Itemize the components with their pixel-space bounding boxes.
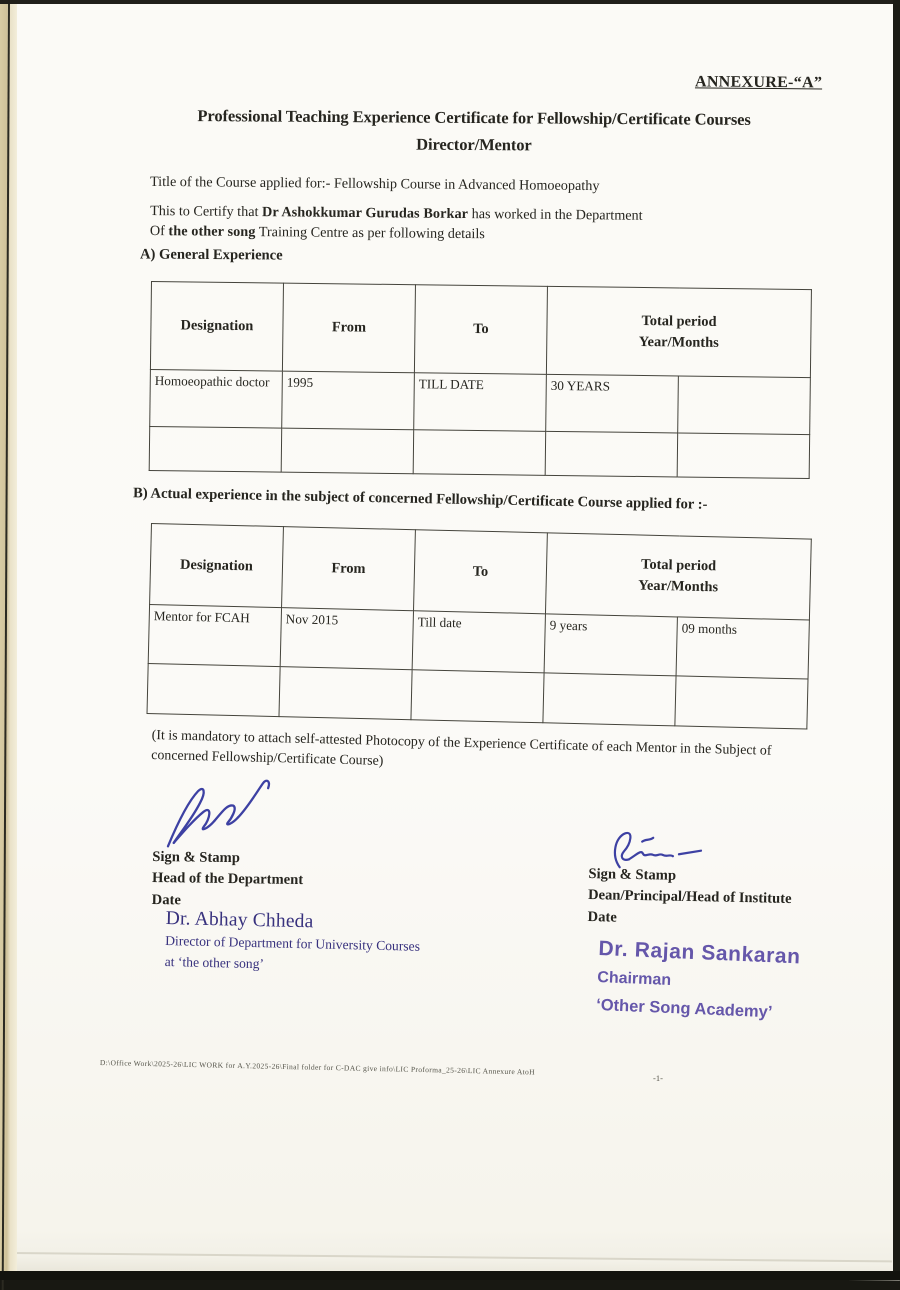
col-designation: Designation: [150, 524, 284, 608]
document-file-path: D:\Office Work\2025-26\LIC WORK for A.Y.2025-26\Final folder for C-DAC give info\LIC Proforma_25-26\LIC Annexure AtoH: [99, 1058, 536, 1077]
cell-designation: Homoeopathic doctor: [150, 369, 283, 428]
table-b-header-row: [150, 524, 812, 621]
dean-sign-block: [587, 864, 792, 932]
certify-paragraph: [150, 201, 770, 247]
section-a-heading: A) General Experience: [139, 246, 283, 264]
scan-bottom-edge: [0, 1271, 900, 1280]
col-to: To: [414, 285, 547, 375]
general-experience-table: [149, 281, 812, 479]
cell-total-months: [677, 433, 810, 479]
col-total-period-line1: Total period: [640, 556, 717, 575]
scan-right-edge: [893, 0, 900, 1280]
col-to: To: [414, 530, 548, 614]
page-title: [136, 103, 812, 161]
col-designation: Designation: [150, 282, 283, 372]
certify-line2-prefix: Of: [149, 223, 169, 240]
col-from: From: [282, 283, 415, 373]
dean-label: Dean/Principal/Head of Institute: [587, 887, 792, 908]
cell-total-months: [678, 376, 811, 435]
table-row: [149, 426, 809, 478]
cell-to: Till date: [412, 611, 545, 673]
hod-sign-block: [152, 847, 304, 913]
col-total-period-line2: Year/Months: [638, 333, 719, 351]
sign-stamp-label: Sign & Stamp: [152, 848, 241, 867]
actual-experience-table: [147, 523, 812, 730]
hod-stamp-org: at ‘the other song’: [164, 953, 265, 971]
date-label: Date: [151, 891, 182, 908]
table-row: [150, 369, 811, 434]
annexure-label: ANNEXURE-“A”: [694, 73, 823, 92]
certify-line2-bold: the other song: [168, 223, 256, 241]
cell-total-years: 9 years: [544, 614, 677, 676]
table-a-header-row: [150, 282, 811, 378]
col-total-period-line1: Total period: [641, 312, 717, 330]
col-total-period: [545, 533, 811, 620]
cell-to: [413, 430, 546, 476]
dean-stamp-title: Chairman: [596, 968, 672, 990]
title-line-1: Professional Teaching Experience Certificate for Fellowship/Certificate Courses: [197, 106, 751, 129]
general-experience-table-wrap: [149, 281, 812, 479]
cell-total-years: [543, 673, 676, 726]
cell-from: [281, 428, 414, 474]
cell-to: TILL DATE: [414, 373, 547, 432]
certify-name: Dr Ashokkumar Gurudas Borkar: [261, 204, 469, 223]
mandatory-note: (It is mandatory to attach self-attested Photocopy of the Experience Certificate of each Mentor in the Subject of concerned Fellowship/Certificate Course): [151, 727, 772, 770]
col-total-period: [546, 286, 811, 377]
cell-to: [411, 670, 544, 723]
sign-stamp-label: Sign & Stamp: [588, 866, 677, 884]
actual-experience-table-wrap: [147, 523, 812, 730]
cell-designation: [147, 663, 280, 716]
cell-total-years: 30 YEARS: [546, 374, 679, 433]
cell-from: 1995: [282, 371, 415, 430]
cell-total-years: [545, 431, 678, 477]
hod-label: Head of the Department: [151, 870, 304, 889]
hod-stamp-name: Dr. Abhay Chheda: [165, 907, 314, 933]
col-from: From: [282, 527, 416, 611]
cell-from: [279, 667, 412, 720]
title-line-2: Director/Mentor: [416, 134, 532, 155]
cell-from: Nov 2015: [280, 608, 413, 670]
scan-top-edge: [0, 0, 900, 4]
cell-total-months: [675, 676, 808, 729]
certify-prefix: This to Certify that: [150, 203, 263, 221]
hod-stamp: [164, 906, 420, 978]
cell-designation: [149, 426, 282, 472]
hod-stamp-title: Director of Department for University Courses: [165, 933, 421, 955]
cell-designation: Mentor for FCAH: [148, 604, 281, 666]
certify-suffix: has worked in the Department: [468, 206, 643, 224]
date-label: Date: [587, 908, 617, 926]
course-title-line: Title of the Course applied for:- Fellowship Course in Advanced Homoeopathy: [149, 173, 600, 195]
section-b-heading: B) Actual experience in the subject of concerned Fellowship/Certificate Course applied for :-: [132, 485, 708, 513]
page-number: -1-: [653, 1073, 663, 1083]
col-total-period-line2: Year/Months: [637, 577, 719, 596]
dean-stamp: [596, 938, 801, 1023]
dean-stamp-name: Dr. Rajan Sankaran: [598, 937, 802, 969]
cell-total-months: 09 months: [676, 617, 809, 679]
certify-line2-suffix: Training Centre as per following details: [255, 224, 485, 243]
dean-stamp-org: ‘Other Song Academy’: [595, 995, 773, 1022]
